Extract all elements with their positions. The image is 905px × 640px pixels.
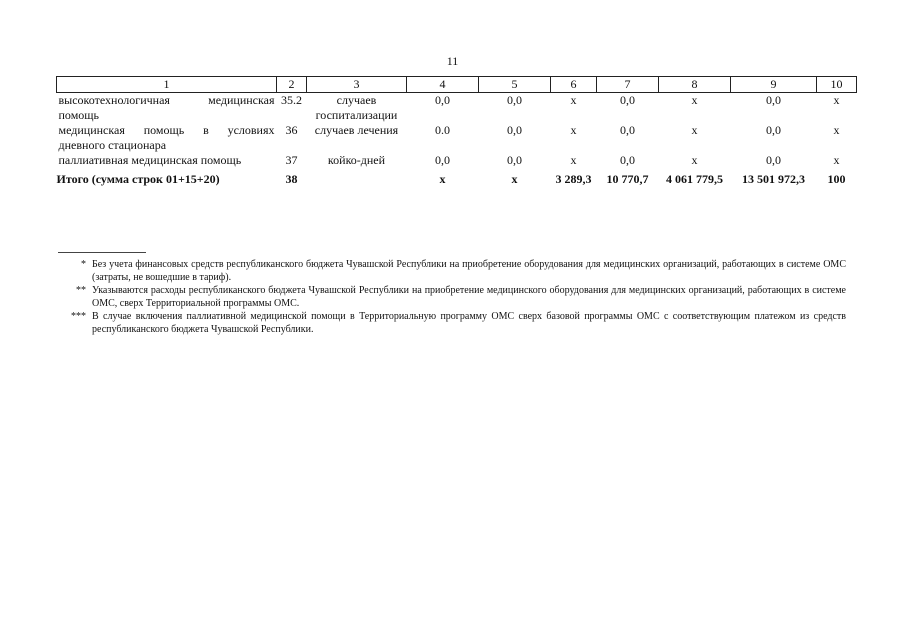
total-row-number: 38 [285,172,298,186]
row-name: паллиативная медицинская помощь [58,153,242,167]
total-row [57,168,857,187]
total-col6: 3 289,3 [555,172,592,186]
cell-col7: 0,0 [620,123,635,137]
footnote-marker: ** [76,285,86,296]
total-col9: 13 501 972,3 [742,172,805,186]
total-col4: х [439,172,446,186]
cell-col5: 0,0 [507,123,522,137]
row-number: 37 [285,153,298,167]
total-col8: 4 061 779,5 [666,172,723,186]
footnote-text: Указываются расходы республиканского бюджета Чувашской Республики на приобретение медицинского оборудования для медицинских организаций, работающих в системе ОМС, сверх Территориальной программы ОМС. [92,285,846,309]
cell-col4: 0,0 [435,93,450,107]
column-header: 4 [407,77,479,93]
footnote-divider [58,252,146,253]
footnote-item [56,258,846,284]
table-row [57,153,857,168]
cell-col5: 0,0 [507,153,522,167]
row-name: высокотехнологичная медицинская помощь [58,93,275,122]
column-header: 9 [731,77,817,93]
cell-col10: х [833,93,840,107]
cell-col9: 0,0 [766,123,781,137]
cell-col6: х [570,123,577,137]
column-header: 2 [277,77,307,93]
cell-col9: 0,0 [766,93,781,107]
cell-col8: х [691,153,698,167]
row-name: медицинская помощь в условиях дневного стационара [58,123,275,152]
row-unit: койко-дней [327,153,386,167]
cell-col7: 0,0 [620,93,635,107]
cell-col8: х [691,93,698,107]
cell-col9: 0,0 [766,153,781,167]
row-number: 36 [285,123,298,137]
column-header: 6 [551,77,597,93]
column-header: 10 [817,77,857,93]
footnote-text: Без учета финансовых средств республиканского бюджета Чувашской Республики на приобретение оборудования для медицинских организаций, работающих в системе ОМС (затраты, не вошедшие в тариф). [92,259,846,283]
column-header: 3 [307,77,407,93]
header-row [57,77,857,93]
footnote-marker: * [81,259,86,270]
cell-col10: х [833,123,840,137]
page-number: 11 [446,54,459,68]
cell-col4: 0,0 [435,153,450,167]
column-header: 8 [659,77,731,93]
footnote-marker: *** [71,311,86,322]
table-row [57,93,857,124]
table-row [57,123,857,153]
footnote-item [56,310,846,336]
cell-col6: х [570,153,577,167]
row-number: 35.2 [281,93,302,107]
footnote-item [56,284,846,310]
column-header: 1 [57,77,277,93]
cell-col5: 0,0 [507,93,522,107]
total-unit [307,168,407,187]
cell-col6: х [570,93,577,107]
total-col7: 10 770,7 [606,172,649,186]
financing-table [56,76,857,187]
cell-col10: х [833,153,840,167]
footnote-text: В случае включения паллиативной медицинской помощи в Территориальную программу ОМС сверх базовой программы ОМС с соответствующим платежом из средств республиканского бюджета Чувашской Республики. [92,311,846,335]
column-header: 5 [479,77,551,93]
total-col10: 100 [827,172,846,186]
cell-col7: 0,0 [620,153,635,167]
row-unit: случаев лечения [314,123,399,137]
cell-col8: х [691,123,698,137]
total-col5: х [511,172,518,186]
cell-col4: 0.0 [435,123,450,137]
footnotes [56,258,846,336]
column-header: 7 [597,77,659,93]
total-label: Итого (сумма строк 01+15+20) [56,172,220,186]
row-unit: случаев госпитализации [315,93,398,122]
